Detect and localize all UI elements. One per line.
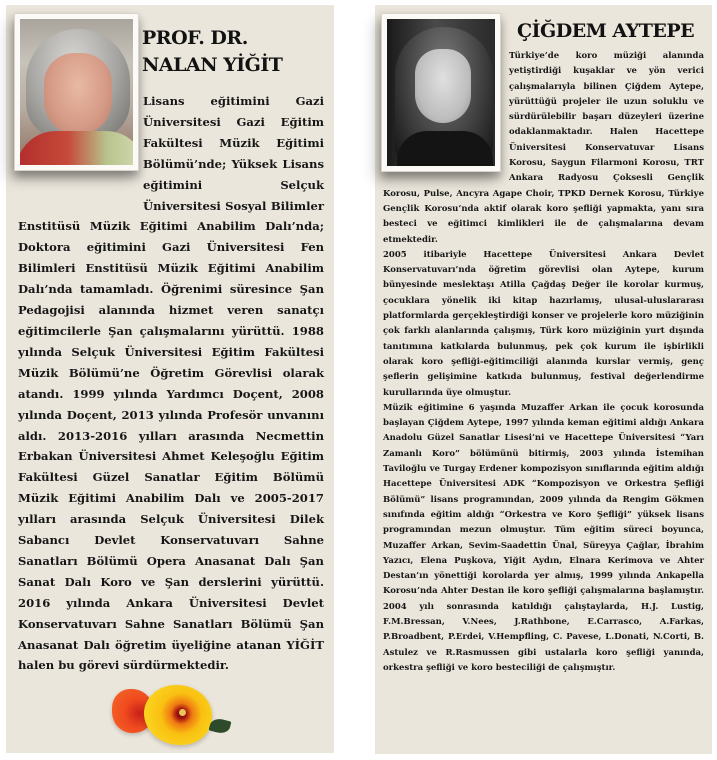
yellow-hibiscus-icon [144,685,212,745]
leaf-icon [209,717,232,736]
biography-text [18,91,324,676]
biography-paragraph-1: Türkiye’de koro müziği alanında yetiştirdiği kuşaklar ve yön verici çalışmalarıyla bilinen Çiğdem Aytepe, yürüttüğü projeler ile uzun soluklu ve sürdürülebilir başarı düzeyleri üzerine odaklanmaktadır. Halen Hacettepe Üniversitesi Konservatuvar Lisans Korosu, Saygun Filarmoni Korosu, TRT Ankara Radyosu Çoksesli Gençlik Korosu, Pulse, Ancyra Agape Choir, TPKD Dernek Korosu, Türkiye Gençlik Korosu’nda aktif olarak koro şefliği yapmakta, yanı sıra besteci ve eğitimci kimlikleri ile de çalışmalarına devam etmektedir. [383,51,704,245]
biography-text [383,49,704,676]
bio-card-nalan-yigit [6,5,334,753]
person-name-title [142,25,332,79]
title-line-2: NALAN YİĞİT [142,54,283,76]
person-name-title: ÇİĞDEM AYTEPE [517,20,695,42]
biography-paragraph-3: Müzik eğitimine 6 yaşında Muzaffer Arkan ile çocuk korosunda başlayan Çiğdem Aytepe, 1997 yılında keman eğitimi aldığı Ankara Anadolu Güzel Sanatlar Lisesi’ni ve Hacettepe Üniversitesi “Yarı Zamanlı Koro” bölümünü bitirmiş, 2003 yılında İstemihan Taviloğlu ve Turgay Erdener kompozisyon sınıflarında eğitim aldığı Hacettepe Üniversitesi ADK “Kompozisyon ve Orkestra Şefliği Bölümü” lisans programından, 2009 yılında da Rengim Gökmen sınıfında eğitim aldığı “Orkestra ve Koro Şefliği” yüksek lisans programından mezun olmuştur. Tüm eğitim süreci boyunca, Muzaffer Arkan, Sevim-Saadettin Ünal, Süreyya Çağlar, İbrahim Yazıcı, Elena Puşkova, Yiğit Aydın, Elnara Kerimova ve Ahter Destan’ın yönettiği korolarda yer almış, 1999 yılında Ankapella Korosu’nda Ahter Destan ile koro şefliği çalışmalarına başlamıştır. 2004 yılı sonrasında katıldığı çalıştaylarda, H.J. Lustig, F.M.Bressan, V.Nees, J.Rathbone, E.Carrasco, A.Farkas, P.Broadbent, P.Erdei, V.Hempfling, C. Pavese, L.Donati, N.Corti, B. Astulez ve R.Rasmussen gibi ustalarla koro şefliği yanında, orkestra şefliği ve koro besteciliği de çalışmıştır. [383,402,704,673]
hibiscus-flowers-icon [104,685,234,745]
bio-card-cigdem-aytepe [375,5,712,754]
biography-paragraph: Lisans eğitimini Gazi Üniversitesi Gazi Eğitim Fakültesi Müzik Eğitimi Bölümü’nde; Yüksek Lisans eğitimini Selçuk Üniversitesi Sosyal Bilimler Enstitüsü Müzik Eğitimi Anabilim Dalı’nda; Doktora eğitimini Gazi Üniversitesi Fen Bilimleri Enstitüsü Müzik Eğitimi Anabilim Dalı’nda tamamladı. Öğrenimi süresince Şan Pedagojisi alanında hizmet veren sanatçı eğitimcilerle Şan çalışmalarını yürüttü. 1988 yılında Selçuk Üniversitesi Eğitim Fakültesi Müzik Bölümü’ne Öğretim Görevlisi olarak atandı. 1999 yılında Yardımcı Doçent, 2008 yılında Doçent, 2013 yılında Profesör unvanını aldı. 2013-2016 yılları arasında Necmettin Erbakan Üniversitesi Ahmet Keleşoğlu Eğitim Fakültesi Güzel Sanatlar Eğitim Bölümü Müzik Eğitimi Anabilim Dalı ve 2005-2017 yılları arasında Selçuk Üniversitesi Dilek Sabancı Devlet Konservatuvarı Sahne Sanatları Bölümü Opera Anasanat Dalı Şan Sanat Dalı Koro ve Şan derslerini yürüttü. 2016 yılında Ankara Üniversitesi Devlet Konservatuvarı Sahne Sanatları Bölümü Şan Anasanat Dalı öğretim üyeliğine atanan YİĞİT halen bu görevi sürdürmektedir. [18,94,324,673]
biography-paragraph-2: 2005 itibariyle Hacettepe Üniversitesi Ankara Devlet Konservatuvarı’nda öğretim görevlisi olan Aytepe, kurum bünyesinde meslektaşı Atilla Çağdaş Değer ile korolar kurmuş, çocuklara yönelik iki kitap hazırlamış, ulusal-uluslararası platformlarda gerçekleştirdiği konser ve projelerle koro müziğinin çok farklı alanlarında çalışmış, Türk koro müziğinin yurt dışında tanıtımına katkılarda bulunmuş, pek çok kurum ile işbirlikli olarak koro şefliği-eğitimciliği alanında kurslar vermiş, genç şeflerin gelişimine katkıda bulunmuş, festival değerlendirme kurullarında üye olmuştur. [383,249,704,398]
title-line-1: PROF. DR. [142,27,248,49]
